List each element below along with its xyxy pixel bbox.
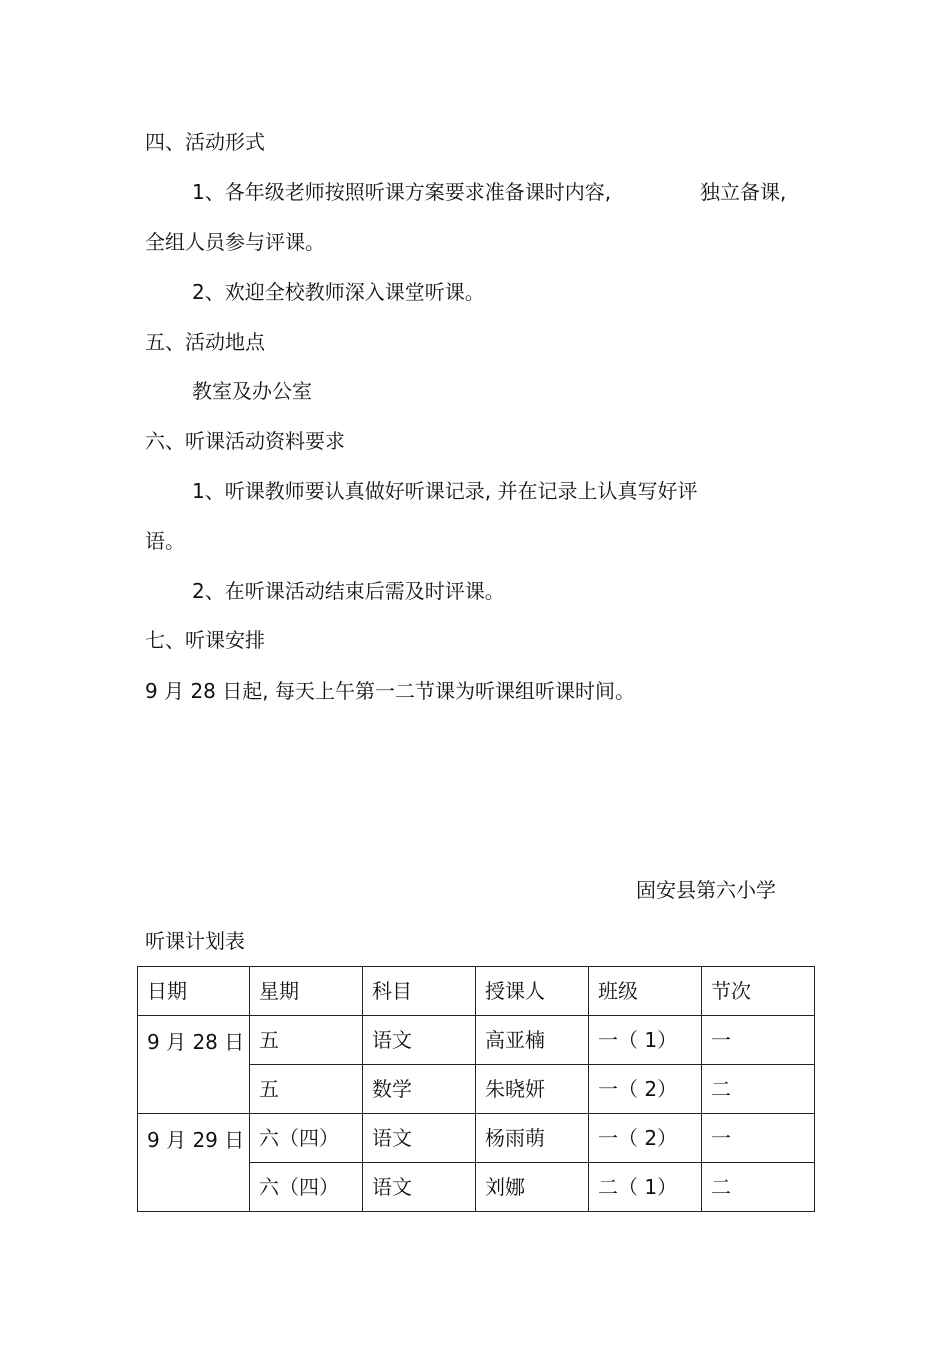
weekday-cell: 六（四）	[250, 1163, 363, 1212]
header-weekday: 星期	[250, 967, 363, 1016]
section-5-heading: 五、活动地点	[145, 330, 265, 354]
date-cell: 9 月 28 日	[138, 1016, 250, 1114]
subject-cell: 语文	[363, 1163, 476, 1212]
table-row	[138, 1016, 815, 1065]
subject-cell: 语文	[363, 1114, 476, 1163]
section-6-item-1-line-1: 1、听课教师要认真做好听课记录, 并在记录上认真写好评	[192, 479, 698, 503]
header-class: 班级	[589, 967, 702, 1016]
teacher-cell: 刘娜	[476, 1163, 589, 1212]
teacher-cell: 高亚楠	[476, 1016, 589, 1065]
period-cell: 一	[702, 1016, 815, 1065]
section-6-item-1-line-2: 语。	[145, 529, 185, 553]
section-4-item-2: 2、欢迎全校教师深入课堂听课。	[192, 280, 485, 304]
section-4-item-1-part-a: 1、各年级老师按照听课方案要求准备课时内容,	[192, 180, 612, 204]
table-title: 听课计划表	[145, 929, 245, 953]
section-7-body: 9 月 28 日起, 每天上午第一二节课为听课组听课时间。	[145, 679, 635, 703]
header-date: 日期	[138, 967, 250, 1016]
period-cell: 二	[702, 1163, 815, 1212]
header-subject: 科目	[363, 967, 476, 1016]
section-6-item-2: 2、在听课活动结束后需及时评课。	[192, 579, 505, 603]
class-cell: 一（ 1）	[589, 1016, 702, 1065]
class-cell: 一（ 2）	[589, 1065, 702, 1114]
date-cell: 9 月 29 日	[138, 1114, 250, 1212]
teacher-cell: 朱晓妍	[476, 1065, 589, 1114]
weekday-cell: 六（四）	[250, 1114, 363, 1163]
class-cell: 二（ 1）	[589, 1163, 702, 1212]
period-cell: 一	[702, 1114, 815, 1163]
section-4-item-1-part-b: 独立备课,	[700, 180, 787, 204]
period-cell: 二	[702, 1065, 815, 1114]
section-4-heading: 四、活动形式	[145, 130, 265, 154]
subject-cell: 语文	[363, 1016, 476, 1065]
section-6-heading: 六、听课活动资料要求	[145, 429, 345, 453]
weekday-cell: 五	[250, 1065, 363, 1114]
table-header-row	[138, 967, 815, 1016]
subject-cell: 数学	[363, 1065, 476, 1114]
school-signature: 固安县第六小学	[636, 878, 776, 902]
lesson-schedule-table	[137, 966, 815, 1212]
teacher-cell: 杨雨萌	[476, 1114, 589, 1163]
table-row	[138, 1114, 815, 1163]
section-5-body: 教室及办公室	[192, 379, 312, 403]
header-period: 节次	[702, 967, 815, 1016]
section-7-heading: 七、听课安排	[145, 628, 265, 652]
section-4-item-1-line-2: 全组人员参与评课。	[145, 230, 325, 254]
header-teacher: 授课人	[476, 967, 589, 1016]
class-cell: 一（ 2）	[589, 1114, 702, 1163]
weekday-cell: 五	[250, 1016, 363, 1065]
